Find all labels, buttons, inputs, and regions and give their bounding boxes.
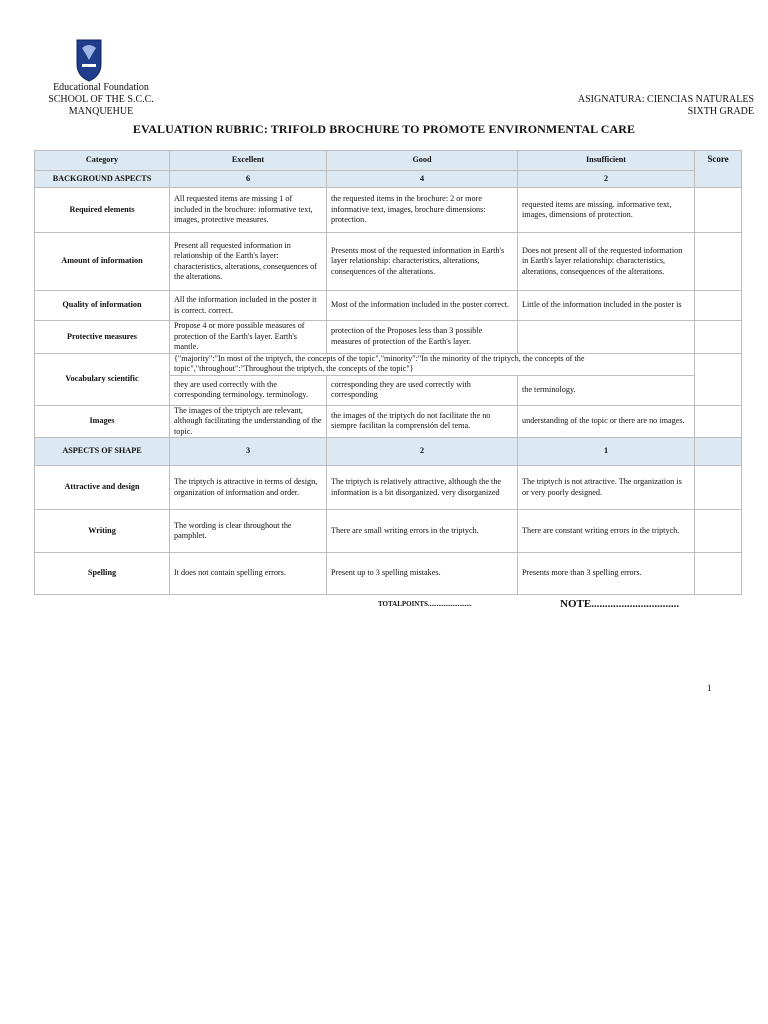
section-row-background — [35, 171, 742, 188]
row-category: Images — [35, 405, 170, 438]
cell-good: Present up to 3 spelling mistakes. — [327, 553, 518, 595]
cell-insufficient: understanding of the topic or there are no images. — [518, 405, 695, 438]
city-name: MANQUEHUE — [68, 106, 134, 117]
cell-insufficient: Does not present all of the requested information in Earth's layer relationship: characteristics, alterations, consequences of the alterations. — [518, 233, 695, 291]
col-good: Good — [327, 151, 518, 171]
cell-score[interactable] — [695, 233, 742, 291]
table-row — [35, 188, 742, 233]
school-name: SCHOOL OF THE S.C.C. — [48, 94, 154, 105]
table-row — [35, 321, 742, 354]
cell-insufficient: Little of the information included in the poster is — [518, 291, 695, 321]
table-row — [35, 405, 742, 438]
cell-insufficient — [518, 321, 695, 354]
col-excellent: Excellent — [170, 151, 327, 171]
school-logo — [74, 38, 104, 82]
section-score-excellent: 3 — [170, 438, 327, 466]
subject-label: ASIGNATURA: CIENCIAS NATURALES — [577, 94, 754, 105]
foundation-name: Educational Foundation — [53, 82, 149, 93]
col-category: Category — [35, 151, 170, 171]
table-row — [35, 291, 742, 321]
cell-insufficient: requested items are missing. informative text, images, dimensions of protection. — [518, 188, 695, 233]
cell-good: The triptych is relatively attractive, although the the information is a bit disorganized. very disorganized — [327, 466, 518, 510]
col-score: Score — [695, 151, 742, 188]
cell-good: protection of the Proposes less than 3 possible measures of protection of the Earth's layer. — [327, 321, 518, 354]
cell-excellent: The images of the triptych are relevant, although facilitating the understanding of the topic. — [170, 405, 327, 438]
cell-score[interactable] — [695, 466, 742, 510]
section-score-excellent: 6 — [170, 171, 327, 188]
cell-good: Presents most of the requested information in Earth's layer relationship: characteristics, alterations, consequences of the alterations. — [327, 233, 518, 291]
rubric-table — [34, 150, 742, 595]
row-category: Protective measures — [35, 321, 170, 354]
table-row — [35, 233, 742, 291]
table-row — [35, 353, 742, 375]
cell-excellent: All requested items are missing 1 of included in the brochure: informative text, images, protective measures. — [170, 188, 327, 233]
table-row — [35, 510, 742, 553]
cell-score[interactable] — [695, 188, 742, 233]
section-label: ASPECTS OF SHAPE — [35, 438, 170, 466]
table-row — [35, 466, 742, 510]
row-category: Writing — [35, 510, 170, 553]
grade-label: SIXTH GRADE — [687, 106, 754, 117]
cell-excellent: All the information included in the poster it is correct. correct. — [170, 291, 327, 321]
section-score-good: 4 — [327, 171, 518, 188]
cell-insufficient: There are constant writing errors in the triptych. — [518, 510, 695, 553]
cell-insufficient: the terminology. — [518, 375, 695, 405]
col-insufficient: Insufficient — [518, 151, 695, 171]
cell-good: There are small writing errors in the triptych. — [327, 510, 518, 553]
row-category: Spelling — [35, 553, 170, 595]
cell-good: Most of the information included in the poster correct. — [327, 291, 518, 321]
cell-insufficient: Presents more than 3 spelling errors. — [518, 553, 695, 595]
cell-score[interactable] — [695, 405, 742, 438]
note-field: NOTE................................ — [560, 598, 680, 610]
cell-score[interactable] — [695, 553, 742, 595]
row-category: Quality of information — [35, 291, 170, 321]
cell-excellent: they are used correctly with the corresponding terminology. terminology. — [170, 375, 327, 405]
cell-excellent: It does not contain spelling errors. — [170, 553, 327, 595]
cell-good: the images of the triptych do not facilitate the no siempre facilitan la comprensión del tema. — [327, 405, 518, 438]
section-row-shape — [35, 438, 742, 466]
school-header — [36, 82, 166, 118]
cell-excellent: Present all requested information in relationship of the Earth's layer: characteristics, alterations, consequences of the alterations. — [170, 233, 327, 291]
subject-header — [578, 94, 754, 118]
row-category: Vocabulary scientific — [35, 353, 170, 405]
row-category: Amount of information — [35, 233, 170, 291]
cell-score[interactable] — [695, 438, 742, 466]
section-score-insufficient: 2 — [518, 171, 695, 188]
cell-good: the requested items in the brochure: 2 or more informative text, images, brochure dimensions: protection. — [327, 188, 518, 233]
cell-excellent: Propose 4 or more possible measures of protection of the Earth's layer. Earth's mantle. — [170, 321, 327, 354]
cell-excellent: The triptych is attractive in terms of design, organization of information and order. — [170, 466, 327, 510]
cell-score[interactable] — [695, 510, 742, 553]
section-label: BACKGROUND ASPECTS — [35, 171, 170, 188]
cell-insufficient: The triptych is not attractive. The organization is or very poorly designed. — [518, 466, 695, 510]
page-title: EVALUATION RUBRIC: TRIFOLD BROCHURE TO PROMOTE ENVIRONMENTAL CARE — [132, 122, 636, 136]
section-score-insufficient: 1 — [518, 438, 695, 466]
cell-score[interactable] — [695, 321, 742, 354]
cell-good: corresponding they are used correctly with corresponding — [327, 375, 518, 405]
page-number: 1 — [707, 683, 712, 693]
table-row — [35, 553, 742, 595]
cell-excellent: The wording is clear throughout the pamphlet. — [170, 510, 327, 553]
table-header-row — [35, 151, 742, 171]
vocabulary-json-line: {"majority":"In most of the triptych, the concepts of the topic","minority":"In the minority of the triptych, the concepts of the topic","throughout":"Throughout the triptych, the concepts of the topic"} — [170, 353, 695, 375]
cell-score[interactable] — [695, 353, 742, 405]
section-score-good: 2 — [327, 438, 518, 466]
cell-score[interactable] — [695, 291, 742, 321]
row-category: Required elements — [35, 188, 170, 233]
row-category: Attractive and design — [35, 466, 170, 510]
total-points: TOTALPOINTS......................... — [378, 600, 472, 608]
